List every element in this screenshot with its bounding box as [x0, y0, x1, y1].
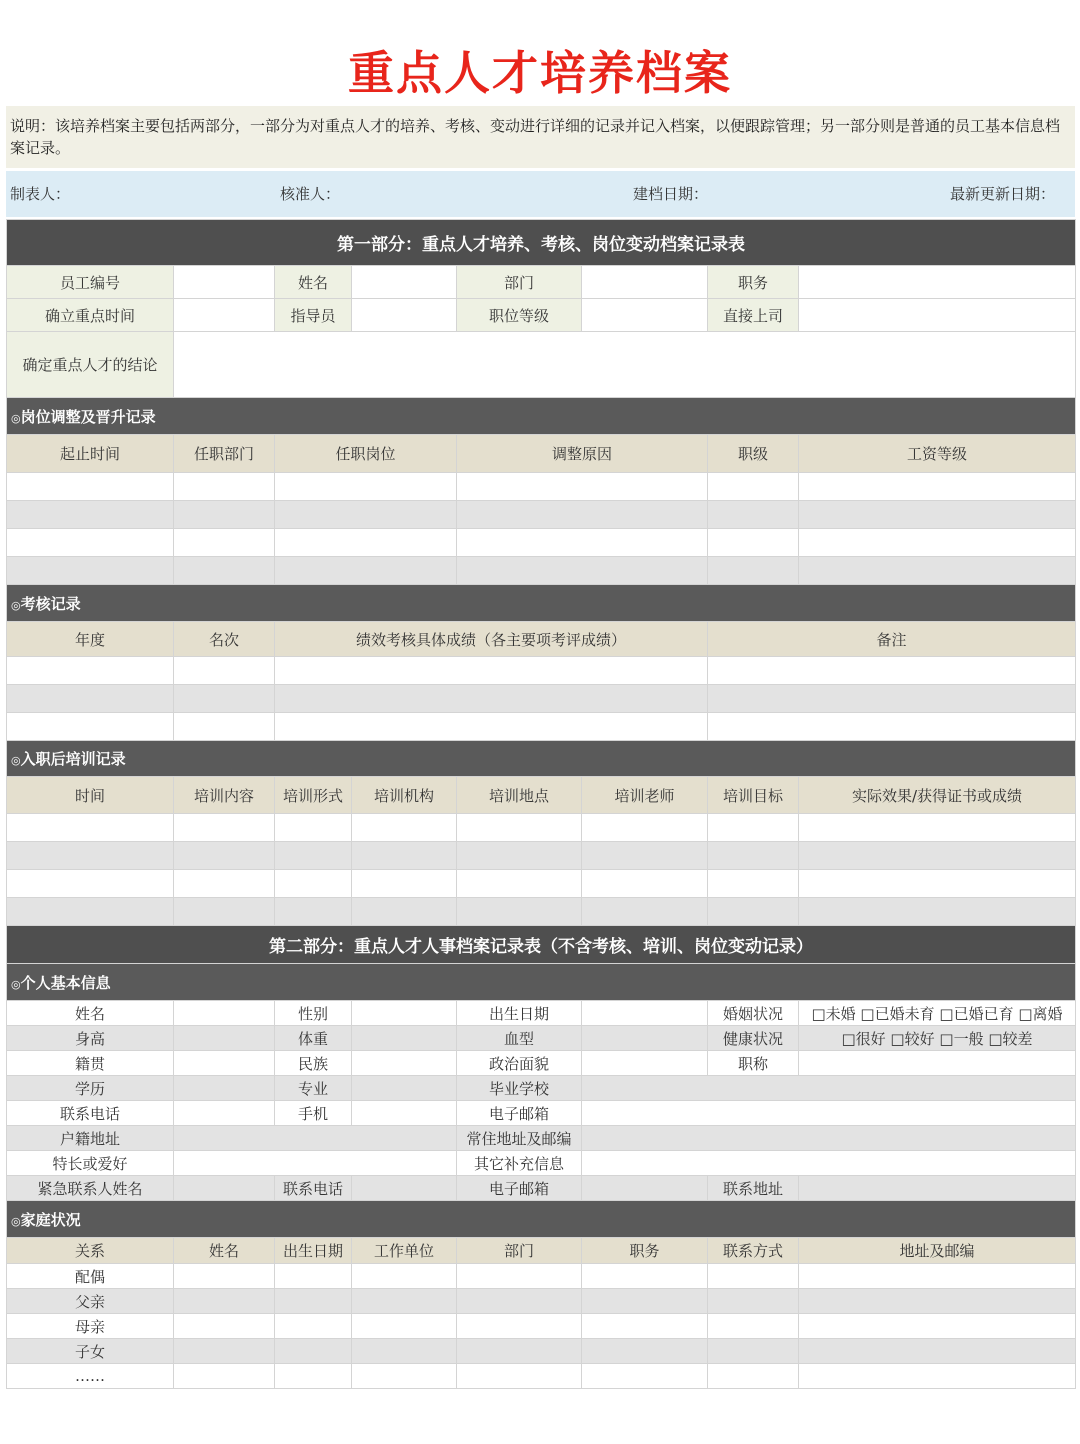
- table-cell[interactable]: [7, 842, 174, 870]
- col-header: 培训形式: [275, 777, 352, 814]
- table-cell[interactable]: [275, 557, 457, 585]
- field-label: 职位等级: [457, 299, 582, 332]
- field-label: 部门: [457, 266, 582, 299]
- table-cell[interactable]: [174, 713, 275, 741]
- value-cell[interactable]: [174, 1176, 275, 1201]
- table-cell[interactable]: [708, 685, 1076, 713]
- personal-section-title: ◎个人基本信息: [7, 964, 1076, 1001]
- value-cell[interactable]: [582, 299, 708, 332]
- table-cell[interactable]: [457, 842, 582, 870]
- table-cell[interactable]: [708, 898, 799, 926]
- table-cell[interactable]: [7, 685, 174, 713]
- table-cell[interactable]: [275, 870, 352, 898]
- field-label: 婚姻状况: [708, 1001, 799, 1026]
- col-header: 任职岗位: [275, 435, 457, 473]
- maker-label: 制表人：: [10, 185, 71, 203]
- table-cell[interactable]: [352, 1264, 457, 1289]
- field-label: 职称: [708, 1051, 799, 1076]
- table-cell[interactable]: [457, 1289, 582, 1314]
- table-cell[interactable]: [708, 1289, 799, 1314]
- col-header: 培训目标: [708, 777, 799, 814]
- table-cell[interactable]: [582, 1289, 708, 1314]
- value-cell[interactable]: [799, 1176, 1076, 1201]
- archive-table: [6, 219, 1076, 1389]
- table-cell[interactable]: [352, 1339, 457, 1364]
- value-cell[interactable]: [174, 299, 275, 332]
- table-cell[interactable]: [174, 529, 275, 557]
- family-relation: ……: [7, 1364, 174, 1389]
- table-cell[interactable]: [275, 898, 352, 926]
- col-header: 备注: [708, 622, 1076, 657]
- field-label: 联系电话: [275, 1176, 352, 1201]
- table-cell[interactable]: [582, 870, 708, 898]
- table-cell[interactable]: [582, 1264, 708, 1289]
- table-cell[interactable]: [7, 501, 174, 529]
- value-cell[interactable]: [799, 266, 1076, 299]
- value-cell[interactable]: [174, 1126, 457, 1151]
- table-cell[interactable]: [799, 842, 1076, 870]
- table-cell[interactable]: [457, 1339, 582, 1364]
- table-cell[interactable]: [352, 898, 457, 926]
- field-label: 出生日期: [457, 1001, 582, 1026]
- value-cell[interactable]: [174, 1051, 275, 1076]
- col-header: 任职部门: [174, 435, 275, 473]
- table-cell[interactable]: [708, 713, 1076, 741]
- table-cell[interactable]: [7, 473, 174, 501]
- field-label: 联系地址: [708, 1176, 799, 1201]
- table-cell[interactable]: [275, 1314, 352, 1339]
- table-cell[interactable]: [708, 557, 799, 585]
- table-cell[interactable]: [174, 657, 275, 685]
- table-cell[interactable]: [7, 870, 174, 898]
- table-cell[interactable]: [352, 1314, 457, 1339]
- table-cell[interactable]: [174, 685, 275, 713]
- col-header: 年度: [7, 622, 174, 657]
- col-header: 地址及邮编: [799, 1238, 1076, 1264]
- table-cell[interactable]: [275, 1364, 352, 1389]
- table-cell[interactable]: [799, 1314, 1076, 1339]
- value-cell[interactable]: [174, 266, 275, 299]
- table-cell[interactable]: [799, 1264, 1076, 1289]
- table-cell[interactable]: [174, 870, 275, 898]
- table-cell[interactable]: [799, 898, 1076, 926]
- field-label: 姓名: [275, 266, 352, 299]
- table-cell[interactable]: [174, 1289, 275, 1314]
- value-cell[interactable]: [582, 1076, 1076, 1101]
- col-header: 绩效考核具体成绩（各主要项考评成绩）: [275, 622, 708, 657]
- table-cell[interactable]: [457, 501, 708, 529]
- value-cell[interactable]: [352, 1026, 457, 1051]
- page-title: 重点人才培养档案: [348, 46, 732, 100]
- value-cell[interactable]: [174, 1101, 275, 1126]
- table-cell[interactable]: [708, 842, 799, 870]
- part1-title: 第一部分：重点人才培养、考核、岗位变动档案记录表: [7, 220, 1076, 266]
- field-label: 血型: [457, 1026, 582, 1051]
- family-relation: 子女: [7, 1339, 174, 1364]
- table-cell[interactable]: [174, 473, 275, 501]
- value-cell[interactable]: [352, 1051, 457, 1076]
- table-cell[interactable]: [582, 814, 708, 842]
- created-date-label: 建档日期：: [633, 185, 709, 203]
- col-header: 时间: [7, 777, 174, 814]
- field-label: 其它补充信息: [457, 1151, 582, 1176]
- value-cell[interactable]: [352, 299, 457, 332]
- job-section-title: ◎岗位调整及晋升记录: [7, 398, 1076, 435]
- field-label: 民族: [275, 1051, 352, 1076]
- health-options[interactable]: □很好 □较好 □一般 □较差: [799, 1026, 1076, 1051]
- field-label: 手机: [275, 1101, 352, 1126]
- table-cell[interactable]: [799, 1364, 1076, 1389]
- value-cell[interactable]: [174, 1026, 275, 1051]
- table-cell[interactable]: [582, 898, 708, 926]
- col-header: 工资等级: [799, 435, 1076, 473]
- table-cell[interactable]: [174, 898, 275, 926]
- value-cell[interactable]: [582, 1176, 708, 1201]
- col-header: 职级: [708, 435, 799, 473]
- col-header: 工作单位: [352, 1238, 457, 1264]
- field-label: 指导员: [275, 299, 352, 332]
- value-cell[interactable]: [174, 1076, 275, 1101]
- field-label: 直接上司: [708, 299, 799, 332]
- table-cell[interactable]: [457, 1264, 582, 1289]
- table-cell[interactable]: [352, 1364, 457, 1389]
- field-label: 籍贯: [7, 1051, 174, 1076]
- col-header: 名次: [174, 622, 275, 657]
- table-cell[interactable]: [275, 529, 457, 557]
- table-cell[interactable]: [174, 1264, 275, 1289]
- field-label: 户籍地址: [7, 1126, 174, 1151]
- table-cell[interactable]: [799, 1339, 1076, 1364]
- table-cell[interactable]: [352, 842, 457, 870]
- table-cell[interactable]: [708, 1339, 799, 1364]
- field-label: 电子邮箱: [457, 1101, 582, 1126]
- table-cell[interactable]: [275, 814, 352, 842]
- family-relation: 父亲: [7, 1289, 174, 1314]
- family-relation: 母亲: [7, 1314, 174, 1339]
- table-cell[interactable]: [457, 529, 708, 557]
- table-cell[interactable]: [275, 1289, 352, 1314]
- field-label: 姓名: [7, 1001, 174, 1026]
- table-cell[interactable]: [352, 1289, 457, 1314]
- col-header: 姓名: [174, 1238, 275, 1264]
- value-cell[interactable]: [582, 1151, 1076, 1176]
- table-cell[interactable]: [708, 1264, 799, 1289]
- col-header: 实际效果/获得证书或成绩: [799, 777, 1076, 814]
- table-cell[interactable]: [7, 898, 174, 926]
- field-label: 专业: [275, 1076, 352, 1101]
- table-cell[interactable]: [275, 685, 708, 713]
- table-cell[interactable]: [7, 713, 174, 741]
- field-label: 特长或爱好: [7, 1151, 174, 1176]
- value-cell[interactable]: [582, 1001, 708, 1026]
- table-cell[interactable]: [582, 842, 708, 870]
- table-cell[interactable]: [7, 529, 174, 557]
- value-cell[interactable]: [352, 266, 457, 299]
- table-cell[interactable]: [275, 501, 457, 529]
- field-label: 电子邮箱: [457, 1176, 582, 1201]
- table-cell[interactable]: [799, 814, 1076, 842]
- table-cell[interactable]: [457, 814, 582, 842]
- table-cell[interactable]: [708, 473, 799, 501]
- table-cell[interactable]: [457, 1364, 582, 1389]
- table-cell[interactable]: [799, 870, 1076, 898]
- table-cell[interactable]: [799, 501, 1076, 529]
- table-cell[interactable]: [457, 898, 582, 926]
- table-cell[interactable]: [275, 473, 457, 501]
- col-header: 培训机构: [352, 777, 457, 814]
- table-cell[interactable]: [352, 870, 457, 898]
- table-cell[interactable]: [799, 557, 1076, 585]
- value-cell[interactable]: [352, 1001, 457, 1026]
- table-cell[interactable]: [174, 557, 275, 585]
- col-header: 培训地点: [457, 777, 582, 814]
- meta-bar: [6, 171, 1075, 217]
- field-label: 健康状况: [708, 1026, 799, 1051]
- table-cell[interactable]: [174, 1364, 275, 1389]
- field-label: 毕业学校: [457, 1076, 582, 1101]
- table-cell[interactable]: [582, 1314, 708, 1339]
- table-cell[interactable]: [708, 814, 799, 842]
- field-label: 紧急联系人姓名: [7, 1176, 174, 1201]
- table-cell[interactable]: [582, 1339, 708, 1364]
- table-cell[interactable]: [174, 1314, 275, 1339]
- eval-section-title: ◎考核记录: [7, 585, 1076, 622]
- table-cell[interactable]: [708, 1364, 799, 1389]
- value-cell[interactable]: [352, 1076, 457, 1101]
- table-cell[interactable]: [708, 501, 799, 529]
- table-cell[interactable]: [457, 557, 708, 585]
- family-section-title: ◎家庭状况: [7, 1201, 1076, 1238]
- table-cell[interactable]: [352, 814, 457, 842]
- field-label: 联系电话: [7, 1101, 174, 1126]
- conclusion-label: 确定重点人才的结论: [7, 332, 174, 398]
- value-cell[interactable]: [799, 299, 1076, 332]
- approver-label: 核准人：: [280, 185, 341, 203]
- col-header: 培训老师: [582, 777, 708, 814]
- table-cell[interactable]: [275, 713, 708, 741]
- table-cell[interactable]: [799, 473, 1076, 501]
- field-label: 员工编号: [7, 266, 174, 299]
- table-cell[interactable]: [799, 529, 1076, 557]
- marital-options[interactable]: □未婚 □已婚未育 □已婚已育 □离婚: [799, 1001, 1076, 1026]
- value-cell[interactable]: [582, 1101, 1076, 1126]
- table-cell[interactable]: [708, 870, 799, 898]
- table-cell[interactable]: [275, 842, 352, 870]
- table-cell[interactable]: [708, 529, 799, 557]
- field-label: 学历: [7, 1076, 174, 1101]
- table-cell[interactable]: [174, 842, 275, 870]
- training-section-title: ◎入职后培训记录: [7, 741, 1076, 777]
- table-cell[interactable]: [174, 501, 275, 529]
- value-cell[interactable]: [799, 1051, 1076, 1076]
- col-header: 调整原因: [457, 435, 708, 473]
- col-header: 联系方式: [708, 1238, 799, 1264]
- conclusion-value[interactable]: [174, 332, 1076, 398]
- col-header: 出生日期: [275, 1238, 352, 1264]
- table-cell[interactable]: [7, 557, 174, 585]
- value-cell[interactable]: [174, 1151, 457, 1176]
- value-cell[interactable]: [582, 1051, 708, 1076]
- field-label: 常住地址及邮编: [457, 1126, 582, 1151]
- table-cell[interactable]: [174, 814, 275, 842]
- table-cell[interactable]: [457, 1314, 582, 1339]
- table-cell[interactable]: [7, 814, 174, 842]
- value-cell[interactable]: [582, 266, 708, 299]
- field-label: 职务: [708, 266, 799, 299]
- field-label: 体重: [275, 1026, 352, 1051]
- value-cell[interactable]: [174, 1001, 275, 1026]
- field-label: 确立重点时间: [7, 299, 174, 332]
- col-header: 职务: [582, 1238, 708, 1264]
- value-cell[interactable]: [582, 1126, 1076, 1151]
- table-cell[interactable]: [457, 870, 582, 898]
- table-cell[interactable]: [799, 1289, 1076, 1314]
- table-cell[interactable]: [275, 1339, 352, 1364]
- table-cell[interactable]: [275, 657, 708, 685]
- table-cell[interactable]: [7, 657, 174, 685]
- col-header: 部门: [457, 1238, 582, 1264]
- table-cell[interactable]: [708, 1314, 799, 1339]
- value-cell[interactable]: [352, 1101, 457, 1126]
- value-cell[interactable]: [582, 1026, 708, 1051]
- field-label: 性别: [275, 1001, 352, 1026]
- table-cell[interactable]: [582, 1364, 708, 1389]
- family-relation: 配偶: [7, 1264, 174, 1289]
- col-header: 关系: [7, 1238, 174, 1264]
- table-cell[interactable]: [708, 657, 1076, 685]
- table-cell[interactable]: [275, 1264, 352, 1289]
- table-cell[interactable]: [457, 473, 708, 501]
- field-label: 身高: [7, 1026, 174, 1051]
- description-note: 说明：该培养档案主要包括两部分，一部分为对重点人才的培养、考核、变动进行详细的记录并记入档案，以便跟踪管理；另一部分则是普通的员工基本信息档案记录。: [6, 106, 1075, 168]
- col-header: 培训内容: [174, 777, 275, 814]
- table-cell[interactable]: [174, 1339, 275, 1364]
- updated-date-label: 最新更新日期：: [950, 185, 1056, 203]
- field-label: 政治面貌: [457, 1051, 582, 1076]
- part2-title: 第二部分：重点人才人事档案记录表（不含考核、培训、岗位变动记录）: [7, 926, 1076, 964]
- value-cell[interactable]: [352, 1176, 457, 1201]
- col-header: 起止时间: [7, 435, 174, 473]
